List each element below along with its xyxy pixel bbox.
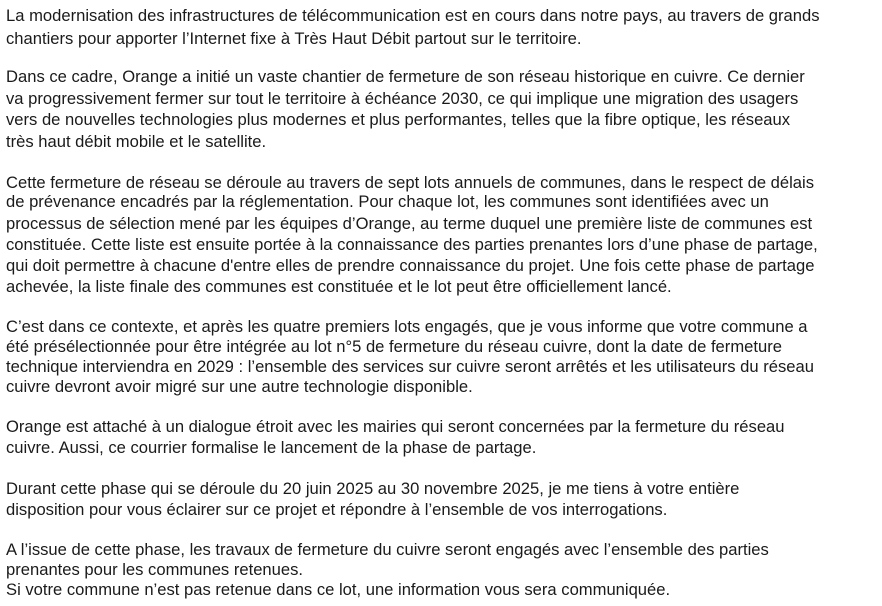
text-line: cuivre. Aussi, ce courrier formalise le lancement de la phase de partage.	[6, 438, 537, 457]
text-line: chantiers pour apporter l’Internet fixe à Très Haut Débit partout sur le territoire.	[6, 29, 582, 48]
text-line: prenantes pour les communes retenues.	[6, 560, 304, 579]
text-line: été présélectionnée pour être intégrée au lot n°5 de fermeture du réseau cuivre, dont la date de fermeture	[6, 337, 782, 356]
text-line: processus de sélection mené par les équipes d’Orange, au terme duquel une première liste de communes est	[6, 214, 813, 233]
text-line: qui doit permettre à chacune d'entre elles de prendre connaissance du projet. Une fois cette phase de partage	[6, 256, 815, 275]
text-line: disposition pour vous éclairer sur ce projet et répondre à l’ensemble de vos interrogations.	[6, 500, 668, 519]
text-line: Orange est attaché à un dialogue étroit avec les mairies qui seront concernées par la fermeture du réseau	[6, 417, 785, 436]
text-line: cuivre devront avoir migré sur une autre technologie disponible.	[6, 377, 473, 396]
text-line: technique interviendra en 2029 : l’ensemble des services sur cuivre seront arrêtés et les utilisateurs du réseau	[6, 357, 814, 376]
text-line: Durant cette phase qui se déroule du 20 juin 2025 au 30 novembre 2025, je me tiens à votre entière	[6, 479, 740, 498]
text-line: Si votre commune n’est pas retenue dans ce lot, une information vous sera communiquée.	[6, 580, 671, 599]
text-line: A l’issue de cette phase, les travaux de fermeture du cuivre seront engagés avec l’ensemble des parties	[6, 540, 769, 559]
text-line: Cette fermeture de réseau se déroule au travers de sept lots annuels de communes, dans le respect de délais	[6, 173, 815, 192]
text-line: va progressivement fermer sur tout le territoire à échéance 2030, ce qui implique une migration des usagers	[6, 89, 799, 108]
text-line: constituée. Cette liste est ensuite portée à la connaissance des parties prenantes lors d’une phase de partage,	[6, 235, 818, 254]
text-line: C’est dans ce contexte, et après les quatre premiers lots engagés, que je vous informe que votre commune a	[6, 317, 808, 336]
text-line: très haut débit mobile et le satellite.	[6, 132, 267, 151]
text-line: La modernisation des infrastructures de télécommunication est en cours dans notre pays, au travers de grands	[6, 6, 820, 25]
text-line: vers de nouvelles technologies plus modernes et plus performantes, telles que la fibre optique, les réseaux	[6, 110, 791, 129]
text-line: de prévenance encadrés par la réglementation. Pour chaque lot, les communes sont identifiées avec un	[6, 192, 769, 211]
text-line: achevée, la liste finale des communes est constituée et le lot peut être officiellement lancé.	[6, 277, 672, 296]
text-line: Dans ce cadre, Orange a initié un vaste chantier de fermeture de son réseau historique en cuivre. Ce dernier	[6, 67, 805, 86]
